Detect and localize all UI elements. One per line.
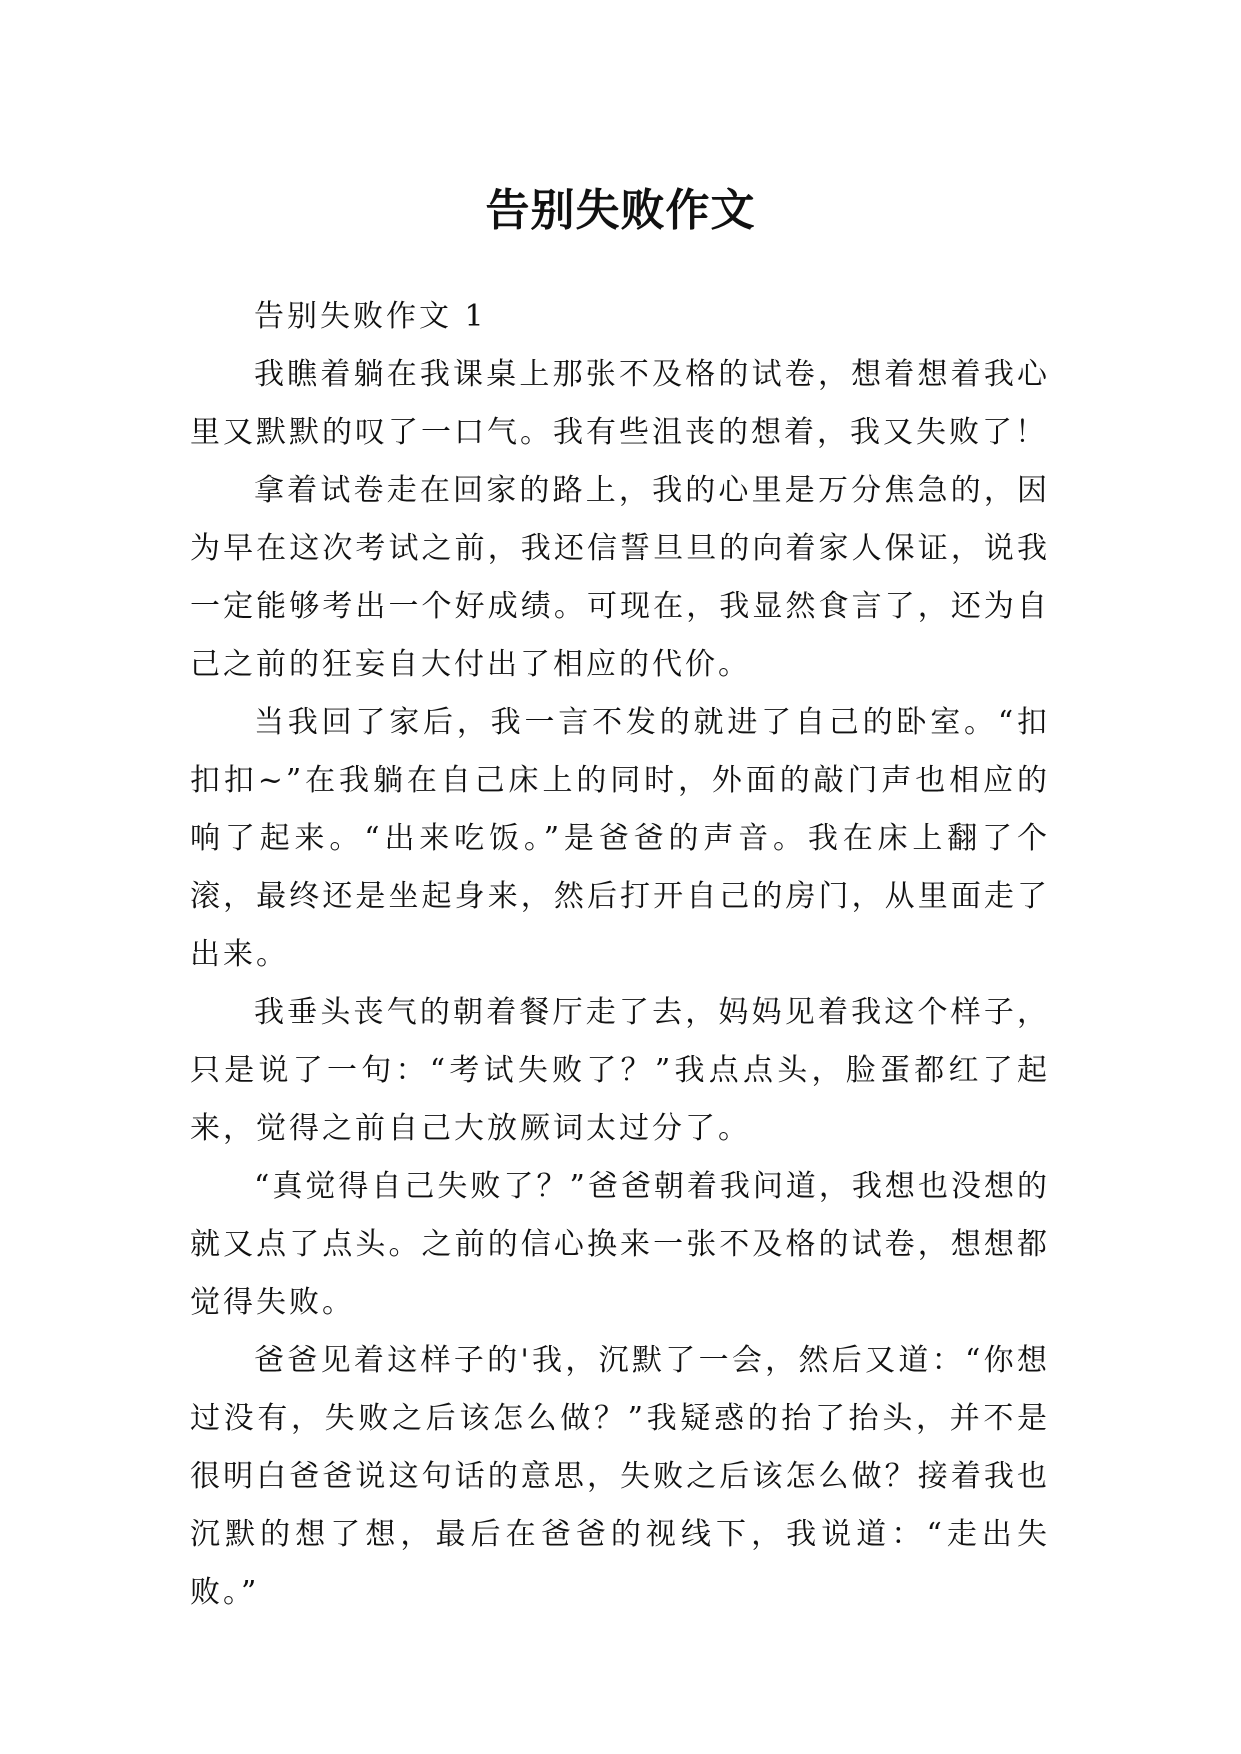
paragraph-6: 爸爸见着这样子的'我，沉默了一会，然后又道：“你想过没有，失败之后该怎么做？”我疑惑的抬了抬头，并不是很明白爸爸说这句话的意思，失败之后该怎么做？接着我也沉默的想了想，最后在爸爸的视线下，我说道：“走出失败。” xyxy=(190,1343,1050,1610)
paragraph-5: “真觉得自己失败了？”爸爸朝着我问道，我想也没想的就又点了点头。之前的信心换来一张不及格的试卷，想想都觉得失败。 xyxy=(190,1169,1050,1320)
paragraph-3: 当我回了家后，我一言不发的就进了自己的卧室。“扣扣扣~”在我躺在自己床上的同时，外面的敲门声也相应的响了起来。“出来吃饭。”是爸爸的声音。我在床上翻了个滚，最终还是坐起身来，然后打开自己的房门，从里面走了出来。 xyxy=(190,705,1050,972)
paragraph-2: 拿着试卷走在回家的路上，我的心里是万分焦急的，因为早在这次考试之前，我还信誓旦旦的向着家人保证，说我一定能够考出一个好成绩。可现在，我显然食言了，还为自己之前的狂妄自大付出了相应的代价。 xyxy=(190,473,1050,682)
section-heading: 告别失败作文 1 xyxy=(254,299,487,334)
document-body xyxy=(190,288,1050,1622)
document-title: 告别失败作文 xyxy=(485,185,756,237)
paragraph-4: 我垂头丧气的朝着餐厅走了去，妈妈见着我这个样子，只是说了一句：“考试失败了？”我点点头，脸蛋都红了起来，觉得之前自己大放厥词太过分了。 xyxy=(190,995,1050,1146)
paragraph-1: 我瞧着躺在我课桌上那张不及格的试卷，想着想着我心里又默默的叹了一口气。我有些沮丧的想着，我又失败了！ xyxy=(190,357,1050,450)
